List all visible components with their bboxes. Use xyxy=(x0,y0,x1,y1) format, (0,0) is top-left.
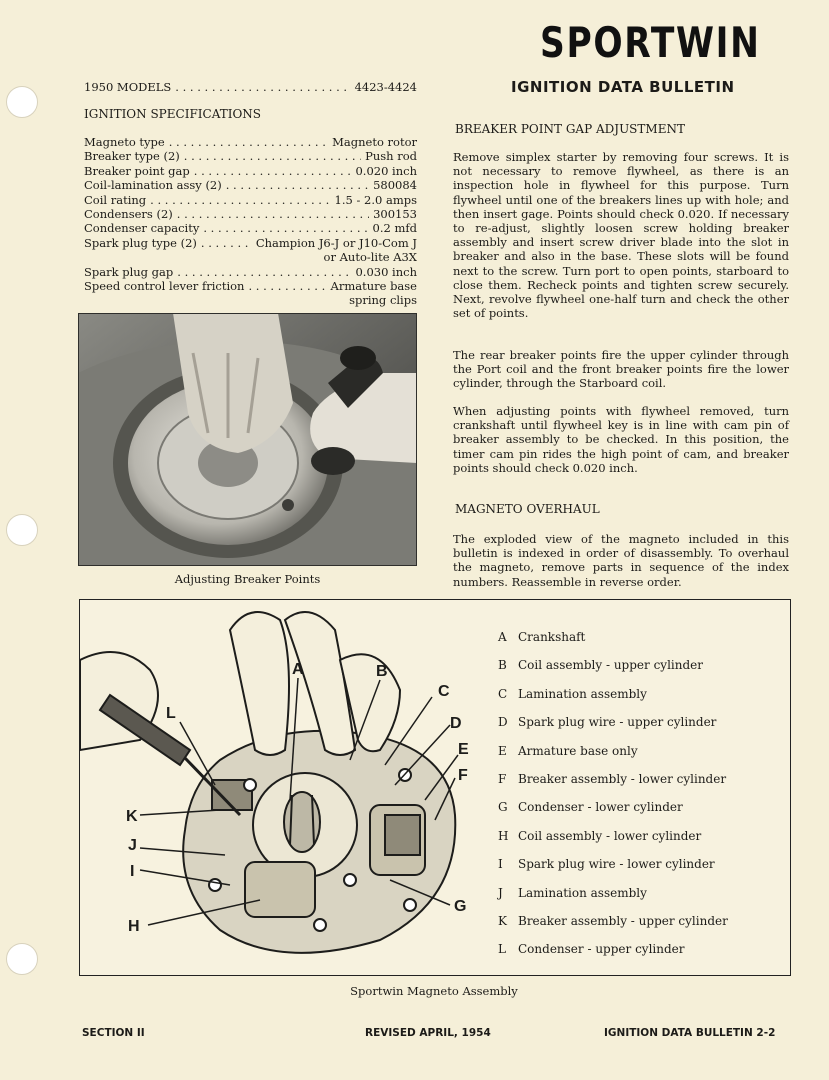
legend-item xyxy=(498,772,728,800)
legend-key: J xyxy=(498,885,503,900)
leader-dots xyxy=(203,221,368,235)
leader-dots xyxy=(194,164,352,178)
leader-dots xyxy=(184,149,361,163)
spec-value: Champion J6-J or J10-Com J xyxy=(255,235,417,250)
spec-label: Magneto type xyxy=(84,135,165,149)
legend-item xyxy=(498,914,728,942)
spec-row xyxy=(84,265,417,279)
legend-key: D xyxy=(498,715,508,730)
breaker-adjustment-photo xyxy=(78,313,417,566)
callout-d: D xyxy=(450,715,462,732)
legend-item xyxy=(498,744,728,772)
spec-value: Armature base xyxy=(330,279,417,294)
legend-text: Lamination assembly xyxy=(518,885,647,900)
spec-label: Speed control lever friction xyxy=(84,279,245,294)
legend-text: Crankshaft xyxy=(518,630,586,644)
legend-item xyxy=(498,942,728,970)
legend-item xyxy=(498,857,728,885)
spec-row xyxy=(84,236,417,250)
brand-title: SPORTWIN xyxy=(540,18,761,67)
leader-dots xyxy=(175,80,350,94)
spec-label: Condenser capacity xyxy=(84,221,200,236)
spec-value: 0.2 mfd xyxy=(372,221,417,236)
callout-i: I xyxy=(130,863,135,880)
legend-text: Breaker assembly - upper cylinder xyxy=(518,913,728,928)
spec-value: 580084 xyxy=(373,178,417,193)
legend-key: K xyxy=(498,913,507,928)
callout-f: F xyxy=(458,767,468,784)
spec-value: 300153 xyxy=(373,207,417,222)
legend-item xyxy=(498,886,728,914)
magneto-overhaul-heading: MAGNETO OVERHAUL xyxy=(455,502,600,516)
legend-text: Spark plug wire - upper cylinder xyxy=(518,715,717,730)
spec-row xyxy=(84,207,417,221)
legend-key: A xyxy=(498,630,507,644)
legend-text: Coil assembly - upper cylinder xyxy=(518,658,703,673)
legend-key: L xyxy=(498,942,506,957)
callout-b: B xyxy=(376,663,388,680)
legend-text: Condenser - lower cylinder xyxy=(518,800,683,815)
binder-hole xyxy=(6,514,38,546)
legend-item xyxy=(498,800,728,828)
callout-k: K xyxy=(126,808,138,825)
models-line xyxy=(84,80,417,94)
spec-value: Magneto rotor xyxy=(332,135,417,149)
callout-h: H xyxy=(128,918,140,935)
spec-row xyxy=(84,135,417,149)
leader-dots xyxy=(201,236,252,250)
leader-dots xyxy=(226,178,369,192)
leader-dots xyxy=(169,135,328,149)
spec-label: Spark plug type (2) xyxy=(84,235,197,250)
legend-text: Coil assembly - lower cylinder xyxy=(518,828,702,843)
spec-row xyxy=(84,149,417,163)
legend-item xyxy=(498,715,728,743)
legend-text: Lamination assembly xyxy=(518,686,647,701)
leader-dots xyxy=(177,207,369,221)
diagram-caption: Sportwin Magneto Assembly xyxy=(350,984,518,998)
models-value: 4423-4424 xyxy=(354,80,417,94)
legend-key: I xyxy=(498,857,503,872)
breaker-gap-paragraph-1: Remove simplex starter by removing four screws. It is not necessary to remove flywheel, as there is an inspection hole in flywheel for this purpose. Turn flywheel until one of the breakers lines up with hole; and then insert gage. Points should check 0.020. If necessary to re-adjust, slightly loosen screw holding breaker assembly and insert screw driver blade into the slot in breaker and also in the base. These slots will be found next to the screw. Turn port to open points, starboard to close them. Recheck points and tighten screw securely. Next, revolve flywheel one-half turn and check the other set of points. xyxy=(453,150,789,321)
footer-revised: REVISED APRIL, 1954 xyxy=(365,1027,491,1039)
legend-item xyxy=(498,829,728,857)
footer-bulletin: IGNITION DATA BULLETIN 2-2 xyxy=(604,1027,776,1039)
callout-j: J xyxy=(128,837,137,854)
legend-text: Armature base only xyxy=(518,743,638,758)
spec-label: Condensers (2) xyxy=(84,207,173,222)
callout-a: A xyxy=(292,661,304,678)
magneto-assembly-diagram xyxy=(80,600,490,972)
callout-e: E xyxy=(458,741,469,758)
photo-illustration xyxy=(78,313,417,566)
legend-key: E xyxy=(498,743,507,758)
legend-key: H xyxy=(498,828,509,843)
callout-c: C xyxy=(438,683,450,700)
callout-l: L xyxy=(166,705,176,722)
spec-value: Push rod xyxy=(365,149,417,164)
leader-dots xyxy=(150,193,330,207)
models-label: 1950 MODELS xyxy=(84,80,172,94)
diagram-legend xyxy=(498,630,728,971)
spec-row xyxy=(84,178,417,192)
breaker-gap-paragraph-2: The rear breaker points fire the upper cylinder through the Port coil and the front breaker points fire the lower cylinder, through the Starboard coil. xyxy=(453,348,789,391)
callout-g: G xyxy=(454,898,467,915)
bulletin-title: IGNITION DATA BULLETIN xyxy=(511,78,735,96)
specifications-table xyxy=(84,135,417,308)
leader-dots xyxy=(177,265,351,279)
spec-value: 0.030 inch xyxy=(355,264,417,279)
spec-value: 1.5 - 2.0 amps xyxy=(334,192,417,207)
spec-label: Coil rating xyxy=(84,192,147,207)
legend-key: G xyxy=(498,800,508,815)
leader-dots xyxy=(248,279,326,293)
legend-item xyxy=(498,658,728,686)
spec-row xyxy=(84,221,417,235)
legend-item xyxy=(498,687,728,715)
spec-row xyxy=(84,164,417,178)
legend-key: C xyxy=(498,686,508,701)
spec-label: Coil-lamination assy (2) xyxy=(84,178,222,193)
spec-row xyxy=(84,193,417,207)
spec-value-continued: or Auto-lite A3X xyxy=(323,250,417,265)
spec-label: Breaker type (2) xyxy=(84,149,180,164)
legend-item xyxy=(498,630,728,658)
magneto-overhaul-paragraph: The exploded view of the magneto included in this bulletin is indexed in order of disassembly. To overhaul the magneto, remove parts in sequence of the index numbers. Reassemble in reverse order. xyxy=(453,532,789,589)
binder-hole xyxy=(6,86,38,118)
legend-key: F xyxy=(498,771,507,786)
spec-row xyxy=(84,279,417,293)
legend-text: Breaker assembly - lower cylinder xyxy=(518,771,727,786)
spec-value-continued: spring clips xyxy=(349,293,417,308)
breaker-gap-paragraph-3: When adjusting points with flywheel removed, turn crankshaft until flywheel key is in line with cam pin of breaker assembly to be checked. In this position, the timer cam pin rides the high point of cam, and breaker points should check 0.020 inch. xyxy=(453,404,789,475)
footer-section: SECTION II xyxy=(82,1027,145,1039)
breaker-gap-heading: BREAKER POINT GAP ADJUSTMENT xyxy=(455,122,685,136)
spec-label: Spark plug gap xyxy=(84,264,174,279)
binder-hole xyxy=(6,943,38,975)
legend-key: B xyxy=(498,658,507,673)
legend-text: Spark plug wire - lower cylinder xyxy=(518,857,715,872)
legend-text: Condenser - upper cylinder xyxy=(518,942,685,957)
spec-value: 0.020 inch xyxy=(355,163,417,178)
specifications-heading: IGNITION SPECIFICATIONS xyxy=(84,107,261,121)
spec-label: Breaker point gap xyxy=(84,163,190,178)
photo-caption: Adjusting Breaker Points xyxy=(174,572,321,586)
